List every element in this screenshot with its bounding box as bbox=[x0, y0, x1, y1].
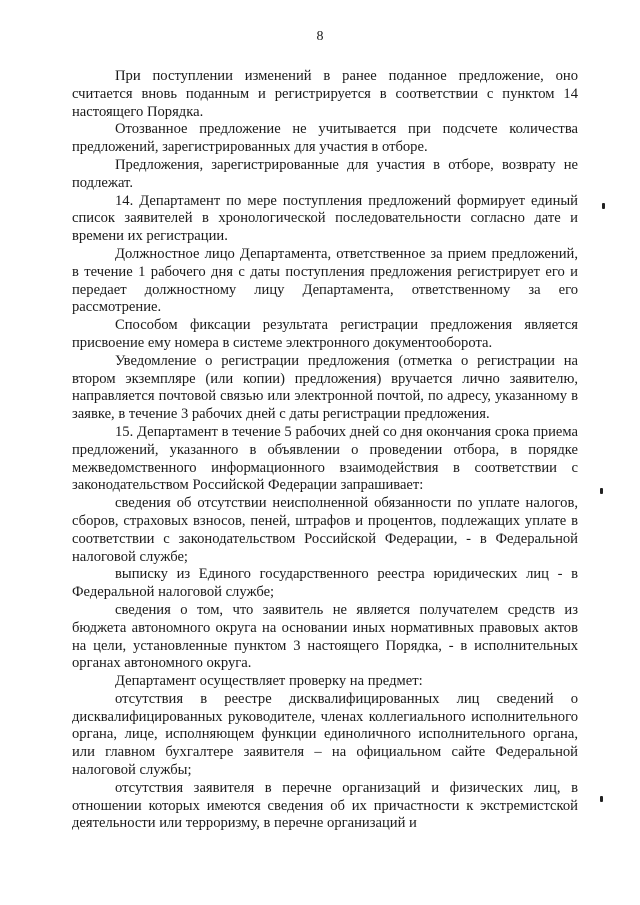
paragraph: Отозванное предложение не учитывается при подсчете количества предложений, зарегистрированных для участия в отборе. bbox=[72, 121, 578, 156]
paragraph: Должностное лицо Департамента, ответственное за прием предложений, в течение 1 рабочего дня с даты поступления предложения регистрирует его и передает должностному лицу Департамента, ответственному за его рассмотрение. bbox=[72, 245, 578, 316]
page-number: 8 bbox=[316, 29, 324, 44]
paragraph: Департамент осуществляет проверку на предмет: bbox=[115, 673, 423, 690]
paragraph: сведения об отсутствии неисполненной обязанности по уплате налогов, сборов, страховых взносов, пеней, штрафов и процентов, подлежащих уплате в соответствии с законодательством Российской Федерации, - в Федеральной налоговой службе; bbox=[72, 495, 578, 565]
paragraph: выписку из Единого государственного реестра юридических лиц - в Федеральной налоговой службе; bbox=[72, 566, 578, 601]
scan-mark bbox=[600, 488, 603, 494]
paragraph: отсутствия заявителя в перечне организаций и физических лиц, в отношении которых имеются сведения об их причастности к экстремистской деятельности или терроризму, в перечне организаций и bbox=[72, 779, 578, 832]
paragraph: Способом фиксации результата регистрации предложения является присвоение ему номера в системе электронного документооборота. bbox=[72, 317, 578, 351]
paragraph: 15. Департамент в течение 5 рабочих дней со дня окончания срока приема предложений, указанного в объявлении о проведении отбора, в порядке межведомственного информационного взаимодействия в соответствии с законодательством Российской Федерации запрашивает: bbox=[72, 423, 578, 494]
paragraph: Предложения, зарегистрированные для участия в отборе, возврату не подлежат. bbox=[72, 156, 578, 191]
paragraph: отсутствия в реестре дисквалифицированных лиц сведений о дисквалифицированных руководителе, членах коллегиального исполнительного органа, лице, исполняющем функции единоличного исполнительного органа, или главном бухгалтере заявителя – на официальном сайте Федеральной налоговой службы; bbox=[72, 690, 578, 779]
paragraph: Уведомление о регистрации предложения (отметка о регистрации на втором экземпляре (или копии) предложения) вручается лично заявителю, направляется почтовой связью или электронной почтой, по адресу, указанному в заявке, в течение 3 рабочих дней с даты регистрации предложения. bbox=[72, 352, 578, 423]
document-body bbox=[72, 68, 578, 833]
paragraph: При поступлении изменений в ранее поданное предложение, оно считается вновь поданным и регистрируется в соответствии с пунктом 14 настоящего Порядка. bbox=[72, 68, 578, 120]
paragraph: 14. Департамент по мере поступления предложений формирует единый список заявителей в хронологической последовательности согласно дате и времени их регистрации. bbox=[72, 192, 578, 245]
scan-mark bbox=[602, 203, 605, 209]
paragraph: сведения о том, что заявитель не является получателем средств из бюджета автономного округа на основании иных нормативных правовых актов на цели, установленные пунктом 3 настоящего Порядка, - в исполнительных органах автономного округа. bbox=[72, 601, 578, 672]
scan-mark bbox=[600, 796, 603, 802]
